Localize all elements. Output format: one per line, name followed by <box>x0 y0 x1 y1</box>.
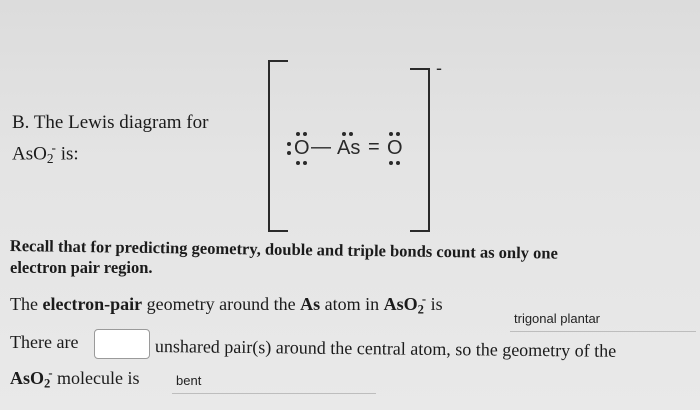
formula-charge: - <box>51 140 56 155</box>
electron-pair-geometry-input[interactable]: trigonal plantar <box>510 306 696 332</box>
molecule-geometry-input[interactable]: bent <box>172 368 376 394</box>
right-bracket <box>410 68 430 232</box>
mol-formula-main: AsO <box>10 367 45 388</box>
ep-formula-sub: 2 <box>417 302 424 317</box>
unshared-prefix: There are <box>10 332 79 352</box>
unshared-suffix: unshared pair(s) around the central atom, so the geometry of the <box>154 336 617 361</box>
lone-pair-dot <box>389 132 393 136</box>
ep-formula-charge: - <box>421 292 427 306</box>
molecule-question <box>10 366 140 391</box>
note-line-1: Recall that for predicting geometry, double and triple bonds count as only one <box>9 236 558 263</box>
unshared-pairs-input[interactable] <box>94 329 150 359</box>
lewis-left-oxygen: O <box>294 137 310 159</box>
lone-pair-dot <box>296 161 300 165</box>
ep-formula-main: AsO <box>383 293 418 314</box>
formula-subscript: 2 <box>46 151 54 167</box>
question-formula <box>12 140 79 167</box>
ep-prefix: The <box>10 293 38 314</box>
lone-pair-dot <box>303 132 307 136</box>
question-part-label: B. The Lewis diagram for <box>12 112 209 133</box>
lone-pair-dot <box>287 151 291 155</box>
question-heading <box>12 112 208 134</box>
lone-pair-dot <box>389 161 393 165</box>
mol-suffix: molecule is <box>57 367 140 388</box>
mol-formula-sub: 2 <box>44 376 51 391</box>
ep-atom: As <box>300 293 321 314</box>
left-bracket <box>268 60 288 232</box>
ep-middle: geometry around the <box>146 293 296 314</box>
ep-atom-in: atom in <box>324 293 380 314</box>
ep-is-text: is <box>430 293 443 314</box>
lone-pair-dot <box>342 132 346 136</box>
lewis-single-bond: — <box>311 136 331 158</box>
lone-pair-dot <box>287 142 291 146</box>
lone-pair-dot <box>349 132 353 136</box>
mol-formula-charge: - <box>48 366 53 380</box>
formula-main: AsO <box>12 143 47 165</box>
lewis-arsenic: As <box>337 137 361 159</box>
lewis-double-bond: = <box>368 136 380 158</box>
electron-pair-question <box>10 292 443 317</box>
note-line-2: electron pair region. <box>10 258 153 277</box>
lewis-charge: - <box>436 58 442 78</box>
ep-bold-term: electron-pair <box>42 293 143 314</box>
formula-is-text: is: <box>60 143 79 165</box>
lewis-right-oxygen: O <box>387 137 403 159</box>
lone-pair-dot <box>296 132 300 136</box>
lone-pair-dot <box>396 161 400 165</box>
lone-pair-dot <box>303 161 307 165</box>
lone-pair-dot <box>396 132 400 136</box>
